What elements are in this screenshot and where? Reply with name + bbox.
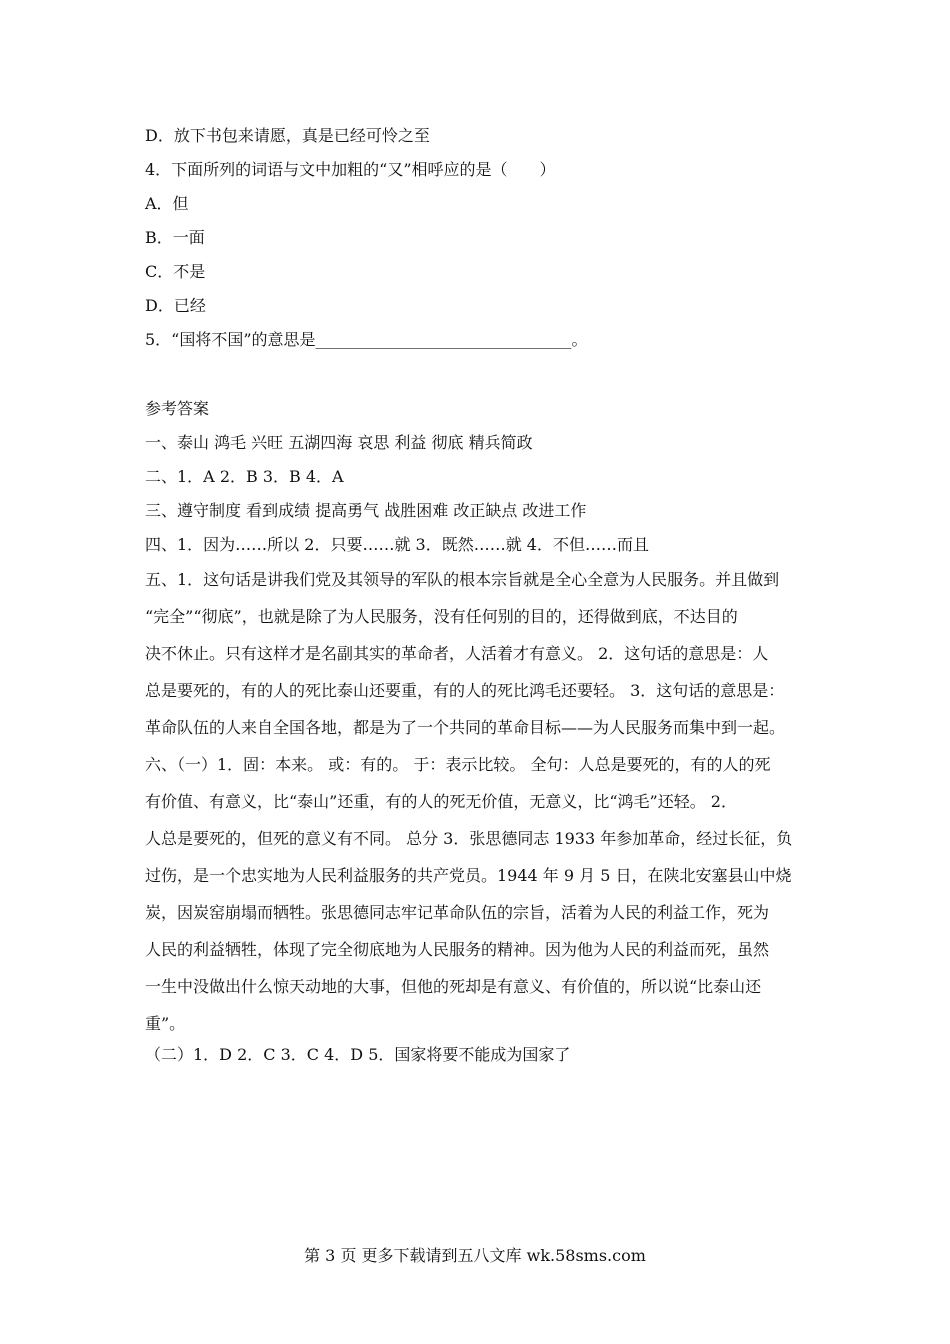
answer-section-6-line: 人总是要死的，但死的意义有不同。 总分 3．张思德同志 1933 年参加革命，经过长征，负 [145,829,793,848]
question-4-option-d: D．已经 [145,296,206,315]
question-3-option-d: D．放下书包来请愿，真是已经可怜之至 [145,126,430,145]
answer-section-6-line: 炭，因炭窑崩塌而牺牲。张思德同志牢记革命队伍的宗旨，活着为人民的利益工作，死为 [145,903,770,922]
answer-section-2: 二、1．A 2．B 3．B 4．A [145,467,344,486]
answer-section-5 [145,561,810,746]
answer-section-1: 一、泰山 鸿毛 兴旺 五湖四海 哀思 利益 彻底 精兵简政 [145,433,533,452]
answer-section-6-line: 有价值、有意义，比“泰山”还重，有的人的死无价值，无意义，比“鸿毛”还轻。 2． [145,792,737,811]
page-footer: 第 3 页 更多下载请到五八文库 wk.58sms.com [304,1246,646,1265]
answer-section-6 [145,746,810,1042]
answer-section-5-line: 决不休止。只有这样才是名副其实的革命者，人活着才有意义。 2．这句话的意思是：人 [145,644,769,663]
answer-section-5-line: 总是要死的，有的人的死比泰山还要重，有的人的死比鸿毛还要轻。 3．这句话的意思是： [145,681,785,700]
question-4-option-b: B．一面 [145,228,205,247]
answer-section-3: 三、遵守制度 看到成绩 提高勇气 战胜困难 改正缺点 改进工作 [145,501,587,520]
answer-section-5-line: 革命队伍的人来自全国各地，都是为了一个共同的革命目标——为人民服务而集中到一起。 [145,718,786,737]
answer-section-5-line: “完全”“彻底”，也就是除了为人民服务，没有任何别的目的，还得做到底，不达目的 [145,607,738,626]
answer-section-6-line: 一生中没做出什么惊天动地的大事，但他的死却是有意义、有价值的，所以说“比泰山还 [145,977,762,996]
question-4-option-c: C．不是 [145,262,206,281]
answer-section-4: 四、1．因为……所以 2．只要……就 3．既然……就 4．不但……而且 [145,535,649,554]
question-4-stem: 4．下面所列的词语与文中加粗的“又”相呼应的是（ ） [145,160,556,179]
answer-section-6-line: 人民的利益牺牲，体现了完全彻底地为人民服务的精神。因为他为人民的利益而死，虽然 [145,940,770,959]
answer-section-5-line: 五、1．这句话是讲我们党及其领导的军队的根本宗旨就是全心全意为人民服务。并且做到 [145,570,780,589]
answer-section-6-line: 六、（一）1．固：本来。 或：有的。 于：表示比较。 全句：人总是要死的，有的人的死 [145,755,771,774]
answers-heading: 参考答案 [145,399,210,418]
question-5-stem: 5．“国将不国”的意思是________________________________。 [145,330,588,349]
answer-section-6-line: 重”。 [145,1014,186,1033]
answer-section-6-line: 过伤，是一个忠实地为人民利益服务的共产党员。1944 年 9 月 5 日，在陕北安塞县山中烧 [145,866,792,885]
answer-section-6-part-2: （二）1．D 2．C 3．C 4．D 5．国家将要不能成为国家了 [145,1045,571,1064]
question-4-option-a: A．但 [145,194,189,213]
